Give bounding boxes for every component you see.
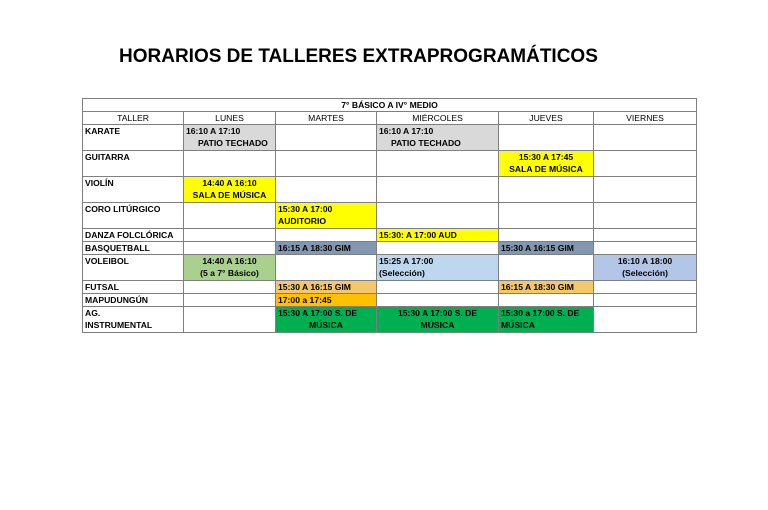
table-row xyxy=(83,242,697,255)
schedule-cell-line: PATIO TECHADO xyxy=(391,138,461,148)
schedule-cell-line: 14:40 A 16:10 xyxy=(202,256,257,266)
schedule-cell-viernes xyxy=(594,177,697,203)
workshop-name xyxy=(83,307,184,333)
schedule-cell-jueves xyxy=(499,281,594,294)
schedule-cell-lunes xyxy=(184,151,276,177)
schedule-cell-line: 15:30 A 16:15 GIM xyxy=(278,282,351,292)
schedule-cell-martes xyxy=(276,125,377,151)
schedule-cell-line: 15:30 A 16:15 GIM xyxy=(501,243,574,253)
schedule-cell-lunes xyxy=(184,242,276,255)
page-title: HORARIOS DE TALLERES EXTRAPROGRAMÁTICOS xyxy=(119,46,598,67)
schedule-cell-line: 16:15 A 18:30 GIM xyxy=(501,282,574,292)
schedule-cell-martes xyxy=(276,281,377,294)
schedule-cell-line: MÚSICA xyxy=(501,320,535,330)
schedule-cell-line: SALA DE MÚSICA xyxy=(509,164,583,174)
schedule-cell-martes xyxy=(276,242,377,255)
schedule-cell-miercoles xyxy=(377,255,499,281)
schedule-cell-jueves xyxy=(499,203,594,229)
header-viernes: VIERNES xyxy=(594,112,697,125)
workshop-name-line: INSTRUMENTAL xyxy=(85,320,153,330)
schedule-cell-viernes xyxy=(594,151,697,177)
table-row xyxy=(83,307,697,333)
schedule-cell-line: MÚSICA xyxy=(420,320,455,330)
schedule-cell-line: 16:10 A 17:10 xyxy=(186,126,241,136)
schedule-cell-line: AUDITORIO xyxy=(278,216,327,226)
table-row xyxy=(83,125,697,151)
header-lunes: LUNES xyxy=(184,112,276,125)
schedule-cell-martes xyxy=(276,151,377,177)
schedule-cell-miercoles xyxy=(377,242,499,255)
schedule-cell-line: 14:40 A 16:10 xyxy=(202,178,257,188)
schedule-cell-lunes xyxy=(184,281,276,294)
table-row xyxy=(83,203,697,229)
schedule-cell-viernes xyxy=(594,203,697,229)
schedule-cell-line: 15:30 a 17:00 S. DE xyxy=(501,308,580,318)
schedule-cell-lunes xyxy=(184,307,276,333)
schedule-cell-lunes xyxy=(184,255,276,281)
workshop-name: MAPUDUNGÚN xyxy=(83,294,184,307)
schedule-cell-martes xyxy=(276,203,377,229)
table-row xyxy=(83,177,697,203)
table-row xyxy=(83,229,697,242)
schedule-cell-miercoles xyxy=(377,177,499,203)
schedule-cell-line: 15:30 A 17:00 S. DE xyxy=(397,308,478,318)
header-jueves: JUEVES xyxy=(499,112,594,125)
workshop-name: GUITARRA xyxy=(83,151,184,177)
schedule-cell-lunes xyxy=(184,125,276,151)
schedule-cell-lunes xyxy=(184,294,276,307)
table-row xyxy=(83,151,697,177)
schedule-cell-line: 15:30: A 17:00 AUD xyxy=(379,230,457,240)
schedule-cell-line: 16:15 A 18:30 GIM xyxy=(278,243,351,253)
caption-row xyxy=(83,99,697,112)
schedule-cell-viernes xyxy=(594,307,697,333)
schedule-cell-line: 17:00 a 17:45 xyxy=(278,295,332,305)
schedule-cell-jueves xyxy=(499,294,594,307)
workshop-name: VIOLÍN xyxy=(83,177,184,203)
schedule-cell-line: 15:30 A 17:45 xyxy=(518,152,574,162)
schedule-cell-miercoles xyxy=(377,229,499,242)
schedule-cell-martes xyxy=(276,255,377,281)
schedule-cell-jueves xyxy=(499,255,594,281)
workshop-name-line: AG. xyxy=(85,308,101,318)
schedule-cell-viernes xyxy=(594,242,697,255)
schedule-cell-viernes xyxy=(594,294,697,307)
schedule-cell-miercoles xyxy=(377,307,499,333)
schedule-cell-viernes xyxy=(594,229,697,242)
schedule-cell-miercoles xyxy=(377,281,499,294)
workshop-name: FUTSAL xyxy=(83,281,184,294)
schedule-cell-martes xyxy=(276,307,377,333)
workshop-name: KARATE xyxy=(83,125,184,151)
workshop-name: DANZA FOLCLÓRICA xyxy=(83,229,184,242)
schedule-cell-line: 15:30 A 17:00 xyxy=(278,204,333,214)
schedule-cell-martes xyxy=(276,294,377,307)
table-row xyxy=(83,294,697,307)
table-row xyxy=(83,255,697,281)
schedule-cell-miercoles xyxy=(377,151,499,177)
schedule-cell-line: MÚSICA xyxy=(309,320,343,330)
schedule-cell-miercoles xyxy=(377,294,499,307)
schedule-cell-line: 16:10 A 17:10 xyxy=(379,126,434,136)
schedule-cell-jueves xyxy=(499,151,594,177)
schedule-cell-lunes xyxy=(184,177,276,203)
schedule-cell-line: (Selección) xyxy=(379,268,425,278)
schedule-cell-line: 15:25 A 17:00 xyxy=(379,256,434,266)
schedule-cell-line: PATIO TECHADO xyxy=(198,138,268,148)
schedule-cell-lunes xyxy=(184,203,276,229)
schedule-cell-line: 16:10 A 18:00 xyxy=(617,256,673,266)
schedule-table xyxy=(82,98,697,333)
header-row xyxy=(83,112,697,125)
workshop-name: VOLEIBOL xyxy=(83,255,184,281)
schedule-cell-viernes xyxy=(594,255,697,281)
schedule-cell-miercoles xyxy=(377,125,499,151)
schedule-cell-lunes xyxy=(184,229,276,242)
schedule-cell-jueves xyxy=(499,229,594,242)
schedule-cell-line: 15:30 A 17:00 S. DE xyxy=(278,308,358,318)
header-taller: TALLER xyxy=(83,112,184,125)
table-row xyxy=(83,281,697,294)
workshop-name: BASQUETBALL xyxy=(83,242,184,255)
schedule-cell-jueves xyxy=(499,307,594,333)
schedule-cell-line: (Selección) xyxy=(622,268,668,278)
schedule-cell-viernes xyxy=(594,281,697,294)
schedule-cell-jueves xyxy=(499,177,594,203)
schedule-cell-miercoles xyxy=(377,203,499,229)
schedule-cell-martes xyxy=(276,177,377,203)
header-miercoles: MIÉRCOLES xyxy=(377,112,499,125)
workshop-name: CORO LITÚRGICO xyxy=(83,203,184,229)
schedule-cell-line: SALA DE MÚSICA xyxy=(192,190,267,200)
schedule-cell-jueves xyxy=(499,242,594,255)
table-caption: 7° BÁSICO A IV° MEDIO xyxy=(83,99,697,112)
header-martes: MARTES xyxy=(276,112,377,125)
schedule-cell-jueves xyxy=(499,125,594,151)
schedule-cell-martes xyxy=(276,229,377,242)
schedule-cell-viernes xyxy=(594,125,697,151)
schedule-cell-line: (5 a 7° Básico) xyxy=(200,268,259,278)
